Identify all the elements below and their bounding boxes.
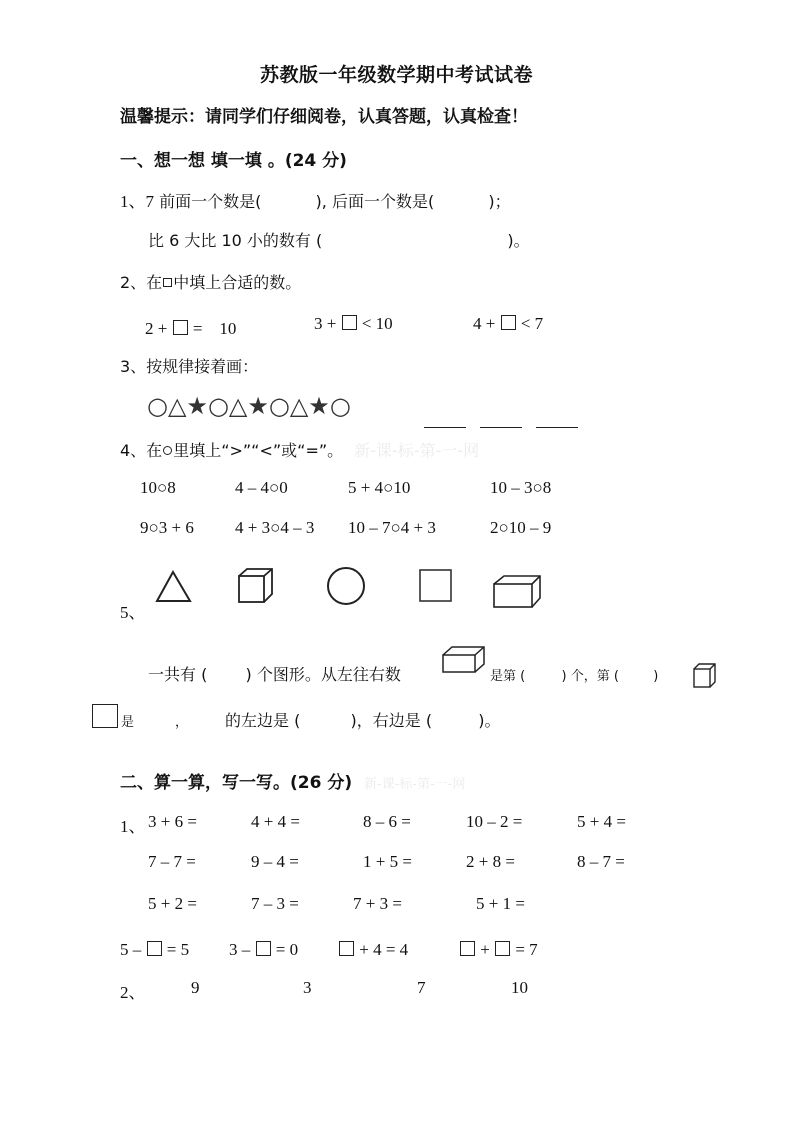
calc-r1c2: 4 + 4 =	[251, 812, 300, 831]
calc-r1c3: 8 – 6 =	[363, 812, 411, 831]
q5-text-end: )。	[478, 711, 501, 730]
q5-text-right: )，右边是 (	[350, 711, 433, 730]
calc-r4c4	[459, 940, 538, 960]
section2-heading	[120, 768, 466, 793]
calc-r4c3	[338, 940, 408, 960]
calc-r4c1	[120, 940, 189, 960]
q5-text-b: ) 个图形。从左往右数	[245, 665, 401, 684]
cube-icon	[692, 662, 718, 690]
q4-r2c1: 9○3 + 6	[140, 518, 194, 537]
calc-r1c1: 3 + 6 =	[148, 812, 197, 831]
calc-part: = 5	[166, 940, 190, 959]
q1-line2-end: )。	[507, 231, 530, 250]
square-icon	[420, 570, 451, 601]
small-circle-icon	[163, 446, 172, 455]
exam-tip: 温馨提示：请同学们仔细阅卷，认真答题，认真检查！	[120, 107, 528, 127]
q2-item-right: < 7	[520, 314, 544, 333]
q5-text-left: 的左边是 (	[225, 711, 301, 730]
q4-r2c4: 2○10 – 9	[490, 518, 552, 537]
answer-line[interactable]	[480, 427, 522, 428]
triangle-icon: △	[228, 392, 248, 420]
section1-heading: 一、想一想 填一填 。(24 分)	[120, 151, 347, 171]
q1-number: 1、7	[120, 192, 154, 211]
triangle-icon	[157, 572, 190, 601]
shape-pattern	[147, 391, 351, 421]
q5-line1-tail	[490, 665, 658, 684]
q5-line1	[148, 662, 401, 685]
q4-r1c3: 5 + 4○10	[348, 478, 411, 497]
q2-prompt-a: 2、在	[120, 273, 163, 292]
star-icon: ★	[186, 392, 208, 420]
calc-r3c2: 7 – 3 =	[251, 894, 299, 913]
calc-r3c1: 5 + 2 =	[148, 894, 197, 913]
answer-box[interactable]	[173, 320, 188, 335]
s2-q1-number: 1、	[120, 817, 146, 836]
section2-heading-text: 二、算一算，写一写。(26 分)	[120, 773, 353, 793]
q2-item-left: 2 +	[145, 319, 168, 338]
q4-r1c1: 10○8	[140, 478, 176, 497]
q3-prompt: 3、按规律接着画：	[120, 357, 259, 376]
q1-text-a: 前面一个数是(	[159, 192, 262, 211]
q1-line1	[120, 187, 511, 212]
q2-item-3	[473, 314, 543, 334]
watermark: 新-课-标-第-一-网	[364, 777, 466, 792]
q1-text-c: 后面一个数是(	[331, 192, 435, 211]
q2-value-1: 9	[191, 978, 200, 997]
small-square-icon	[163, 278, 172, 287]
answer-box[interactable]	[495, 941, 510, 956]
calc-part: = 7	[515, 940, 538, 959]
answer-line[interactable]	[536, 427, 578, 428]
q2-prompt	[120, 270, 301, 293]
q5-line2-rest	[225, 708, 501, 731]
q4-r2c2: 4 + 3○4 – 3	[235, 518, 315, 537]
q4-prompt-b: 里填上“>”“<”或“=”。	[173, 441, 344, 460]
q2-value-2: 3	[303, 978, 312, 997]
calc-r2c3: 1 + 5 =	[363, 852, 412, 871]
triangle-icon: △	[289, 392, 309, 420]
q2-value-3: 7	[417, 978, 426, 997]
answer-box[interactable]	[339, 941, 354, 956]
q2-item-left: 3 +	[314, 314, 337, 333]
q2-prompt-b: 中填上合适的数。	[173, 273, 302, 292]
q2-item-left: 4 +	[473, 314, 496, 333]
circle-icon: ○	[268, 392, 290, 420]
circle-icon: ○	[207, 392, 229, 420]
calc-r2c4: 2 + 8 =	[466, 852, 515, 871]
star-icon: ★	[308, 392, 330, 420]
cuboid-icon	[441, 645, 487, 675]
q1-line2	[148, 228, 530, 251]
calc-r1c5: 5 + 4 =	[577, 812, 626, 831]
circle-icon	[328, 568, 364, 604]
calc-part: 3 –	[229, 940, 251, 959]
q2-item-2	[314, 314, 393, 334]
calc-part: +	[480, 940, 490, 959]
page-title: 苏教版一年级数学期中考试试卷	[259, 64, 533, 86]
watermark: 新-课-标-第-一-网	[354, 441, 480, 460]
q5-text-d: ) 个，第 (	[561, 669, 619, 684]
q5-line2-b: ，	[175, 715, 189, 730]
q5-shapes	[150, 560, 550, 610]
q4-r1c2: 4 – 4○0	[235, 478, 288, 497]
answer-line[interactable]	[424, 427, 466, 428]
answer-box[interactable]	[256, 941, 271, 956]
q2-item-1	[145, 314, 236, 339]
calc-part: 5 –	[120, 940, 142, 959]
q5-line2-a: 是	[121, 715, 135, 730]
q5-number: 5、	[120, 603, 146, 622]
q2-item-right: = 10	[192, 319, 237, 338]
q5-text-c: 是第 (	[490, 669, 526, 684]
q1-text-b: ),	[315, 192, 327, 211]
q1-line2-text: 比 6 大比 10 小的数有 (	[148, 231, 323, 250]
answer-box[interactable]	[460, 941, 475, 956]
circle-icon: ○	[147, 392, 168, 420]
q4-r2c3: 10 – 7○4 + 3	[348, 518, 436, 537]
calc-r2c1: 7 – 7 =	[148, 852, 196, 871]
calc-r4c2	[229, 940, 298, 960]
answer-box[interactable]	[147, 941, 162, 956]
q1-text-d: )；	[488, 192, 511, 211]
s2-q2-number: 2、	[120, 983, 146, 1002]
calc-part: = 0	[275, 940, 299, 959]
circle-icon: ○	[329, 392, 351, 420]
calc-r2c5: 8 – 7 =	[577, 852, 625, 871]
q5-text-a: 一共有 (	[148, 665, 208, 684]
calc-r2c2: 9 – 4 =	[251, 852, 299, 871]
calc-part: + 4 = 4	[359, 940, 409, 959]
square-icon	[92, 704, 118, 728]
calc-r3c3: 7 + 3 =	[353, 894, 402, 913]
q4-prompt-a: 4、在	[120, 441, 163, 460]
q2-item-right: < 10	[361, 314, 393, 333]
q4-r1c4: 10 – 3○8	[490, 478, 552, 497]
cube-icon	[239, 569, 272, 602]
calc-r1c4: 10 – 2 =	[466, 812, 523, 831]
q5-text-e: )	[653, 669, 659, 684]
q4-prompt	[120, 438, 479, 461]
calc-r3c4: 5 + 1 =	[476, 894, 525, 913]
triangle-icon: △	[167, 392, 187, 420]
answer-box[interactable]	[342, 315, 357, 330]
star-icon: ★	[247, 392, 269, 420]
cuboid-icon	[492, 574, 544, 610]
answer-box[interactable]	[501, 315, 516, 330]
q2-value-4: 10	[511, 978, 528, 997]
